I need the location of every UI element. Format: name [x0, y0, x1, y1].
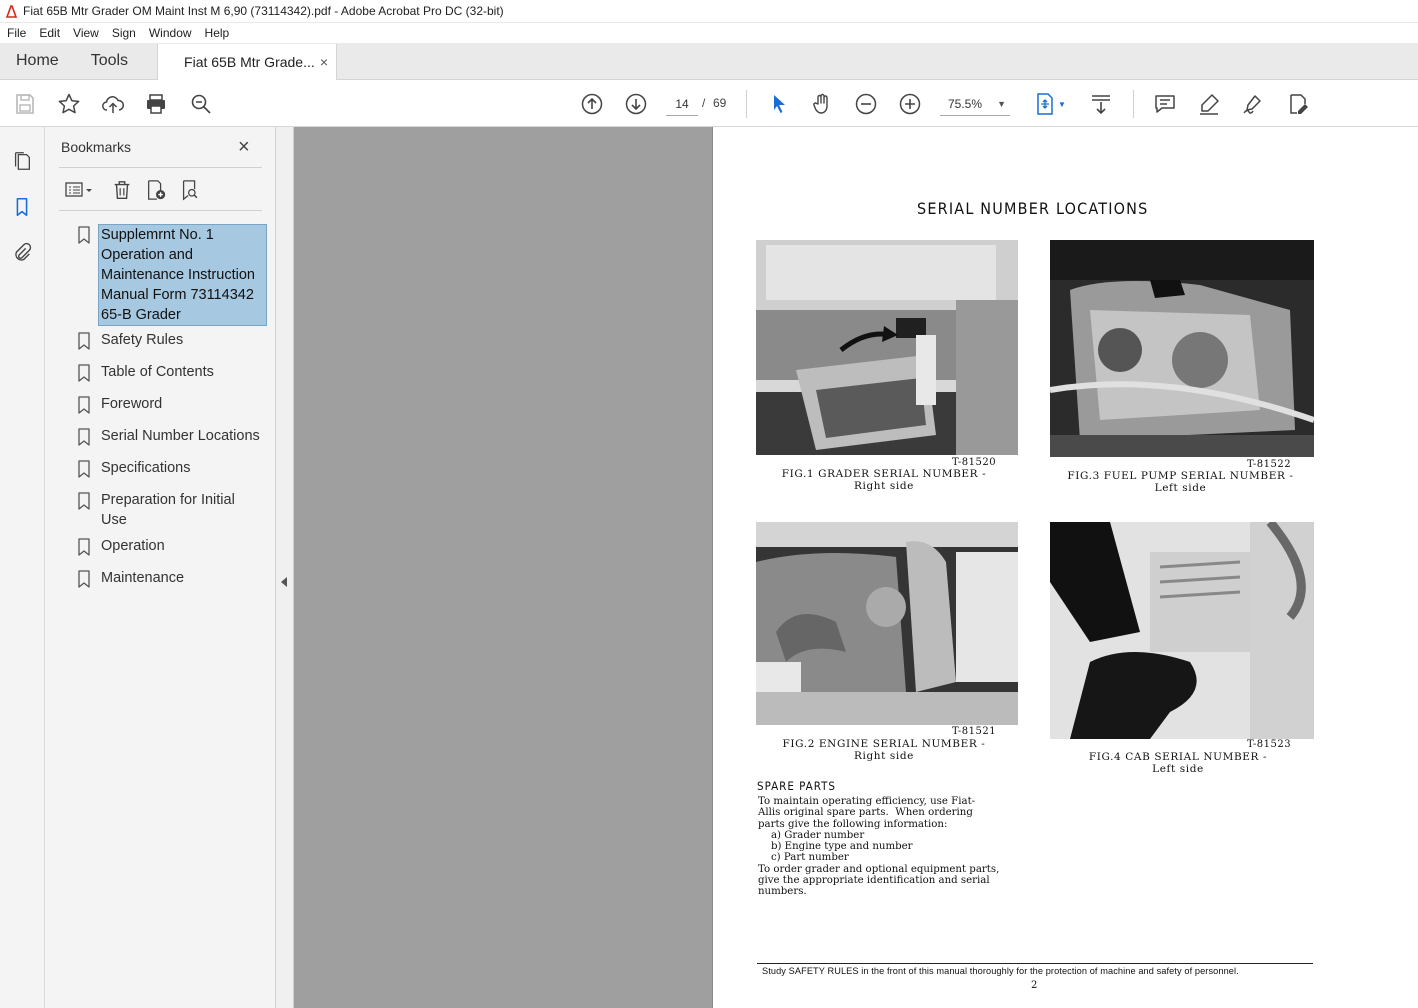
figure-3-caption-title: FIG.3 FUEL PUMP SERIAL NUMBER - — [1067, 470, 1294, 482]
figure-2-tnum: T-81521 — [952, 726, 997, 737]
figure-2-caption — [769, 738, 999, 762]
menu-sign[interactable]: Sign — [111, 26, 136, 40]
zoom-out-icon[interactable] — [853, 91, 879, 117]
highlight-pen-icon[interactable] — [1196, 91, 1222, 117]
page-footer-text: Study SAFETY RULES in the front of this manual thoroughly for the protection of machine and safety of personnel. — [762, 966, 1239, 976]
bookmark-item-preparation[interactable] — [77, 490, 272, 530]
tab-close-icon[interactable]: × — [319, 54, 329, 70]
panel-splitter[interactable] — [276, 127, 294, 1008]
save-icon[interactable] — [12, 91, 38, 117]
bookmark-label: Table of Contents — [101, 364, 214, 380]
bookmark-item-maintenance[interactable] — [77, 568, 272, 588]
acrobat-logo-icon — [6, 5, 17, 18]
figure-4-photo — [1050, 522, 1314, 739]
star-icon[interactable] — [56, 91, 82, 117]
bookmark-label: Maintenance — [101, 570, 185, 586]
figure-4-caption — [1058, 751, 1298, 775]
figure-2-caption-sub: Right side — [854, 750, 914, 762]
previous-page-icon[interactable] — [579, 91, 605, 117]
zoom-search-icon[interactable] — [188, 91, 214, 117]
draw-sign-icon[interactable] — [1240, 91, 1266, 117]
pdf-page — [712, 127, 1418, 1008]
bookmark-icon — [77, 570, 91, 588]
bookmark-icon — [77, 538, 91, 556]
bookmark-icon — [77, 226, 91, 244]
bookmark-icon — [77, 428, 91, 446]
footer-divider — [757, 963, 1313, 964]
fit-page-icon[interactable] — [1032, 91, 1058, 117]
zoom-level-value: 75.5% — [948, 96, 983, 111]
bookmark-icon — [77, 396, 91, 414]
figure-1-caption — [769, 468, 999, 492]
delete-bookmark-icon[interactable] — [109, 177, 135, 203]
figure-3-caption-sub: Left side — [1154, 482, 1207, 494]
page-heading: SERIAL NUMBER LOCATIONS — [917, 199, 1149, 218]
page-total: 69 — [713, 96, 727, 110]
comment-icon[interactable] — [1152, 91, 1178, 117]
bookmark-item-table-of-contents[interactable] — [77, 362, 272, 382]
bookmark-label: Supplemrnt No. 1 Operation and Maintenance Instruction Manual Form 73114342 65-B Grader — [98, 224, 267, 326]
bookmark-item-foreword[interactable] — [77, 394, 272, 414]
edit-pdf-icon[interactable] — [1285, 91, 1311, 117]
scroll-mode-icon[interactable] — [1088, 91, 1114, 117]
print-icon[interactable] — [143, 91, 169, 117]
next-page-icon[interactable] — [623, 91, 649, 117]
find-bookmark-icon[interactable] — [177, 177, 203, 203]
cloud-upload-icon[interactable] — [100, 91, 126, 117]
tab-tools[interactable]: Tools — [90, 52, 129, 69]
new-bookmark-icon[interactable] — [143, 177, 169, 203]
bookmark-item-safety-rules[interactable] — [77, 330, 272, 350]
select-cursor-icon[interactable] — [766, 91, 792, 117]
figure-2-caption-title: FIG.2 ENGINE SERIAL NUMBER - — [782, 738, 986, 750]
figure-1-caption-title: FIG.1 GRADER SERIAL NUMBER - — [781, 468, 987, 480]
bookmark-label: Foreword — [101, 396, 163, 412]
toolbar-divider — [1133, 90, 1134, 118]
bookmark-item-specifications[interactable] — [77, 458, 272, 478]
figure-3-photo — [1050, 240, 1314, 457]
menu-view[interactable]: View — [73, 26, 99, 40]
bookmarks-toolbar — [59, 175, 262, 205]
title-bar — [0, 0, 1418, 23]
attachments-paperclip-icon[interactable] — [10, 241, 34, 265]
bookmark-label: Specifications — [101, 460, 191, 476]
bookmarks-panel-icon[interactable] — [10, 195, 34, 219]
bookmark-item-supplement[interactable] — [77, 224, 272, 326]
spare-parts-text: To maintain operating efficiency, use Fiat- Allis original spare parts. When ordering parts give the following information: a) Grader number b) Engine type and number c) Part number To order grader and optional equipment parts, give the appropriate identification and serial numbers. — [758, 796, 1000, 898]
bookmark-icon — [77, 492, 91, 510]
bookmark-icon — [77, 460, 91, 478]
tab-document[interactable] — [157, 44, 337, 80]
fit-page-caret-icon[interactable]: ▼ — [1058, 100, 1066, 109]
divider — [59, 167, 262, 168]
chevron-down-icon: ▼ — [997, 98, 1006, 109]
figure-3-caption — [1058, 470, 1303, 494]
document-background — [294, 127, 712, 1008]
menu-bar — [0, 23, 1418, 43]
page-number-input[interactable] — [666, 92, 698, 116]
figure-1-tnum: T-81520 — [952, 457, 997, 468]
left-navigation-rail — [0, 127, 45, 1008]
tab-document-label: Fiat 65B Mtr Grade... — [184, 54, 315, 70]
window-title: Fiat 65B Mtr Grader OM Maint Inst M 6,90 (73114342).pdf - Adobe Acrobat Pro DC (32-bit) — [23, 4, 504, 18]
bookmarks-panel — [45, 127, 276, 1008]
figure-1-caption-sub: Right side — [854, 480, 914, 492]
menu-window[interactable]: Window — [148, 26, 192, 40]
bookmark-item-operation[interactable] — [77, 536, 272, 556]
bookmark-options-icon[interactable] — [61, 177, 97, 203]
figure-4-tnum: T-81523 — [1247, 739, 1292, 750]
tab-bar — [0, 43, 1418, 80]
spare-parts-heading: SPARE PARTS — [757, 779, 836, 793]
menu-edit[interactable]: Edit — [39, 26, 61, 40]
bookmark-label: Operation — [101, 538, 165, 554]
page-number: 2 — [1031, 980, 1038, 991]
hand-tool-icon[interactable] — [809, 91, 835, 117]
bookmark-icon — [77, 364, 91, 382]
main-toolbar — [0, 80, 1418, 127]
bookmarks-panel-title: Bookmarks — [61, 139, 132, 155]
figure-4-caption-sub: Left side — [1152, 763, 1204, 775]
bookmark-label: Serial Number Locations — [101, 428, 260, 444]
figure-4-caption-title: FIG.4 CAB SERIAL NUMBER - — [1088, 751, 1268, 763]
figure-1-photo — [756, 240, 1018, 455]
zoom-in-icon[interactable] — [897, 91, 923, 117]
tab-home[interactable]: Home — [16, 52, 59, 69]
menu-file[interactable]: File — [7, 26, 27, 40]
page-thumbnails-icon[interactable] — [10, 149, 34, 173]
figure-2-photo — [756, 522, 1018, 725]
divider — [59, 210, 262, 211]
menu-help[interactable]: Help — [204, 26, 230, 40]
collapse-panel-arrow-icon[interactable] — [281, 577, 287, 587]
bookmark-item-serial-number-locations[interactable] — [77, 426, 272, 446]
bookmarks-close-icon[interactable]: × — [238, 136, 250, 158]
figure-3-tnum: T-81522 — [1247, 459, 1292, 470]
bookmark-icon — [77, 332, 91, 350]
bookmark-label: Preparation for Initial Use — [101, 492, 235, 528]
page-separator: / — [702, 96, 706, 110]
toolbar-divider — [746, 90, 747, 118]
bookmark-label: Safety Rules — [101, 332, 184, 348]
zoom-level-select[interactable] — [940, 92, 1010, 116]
